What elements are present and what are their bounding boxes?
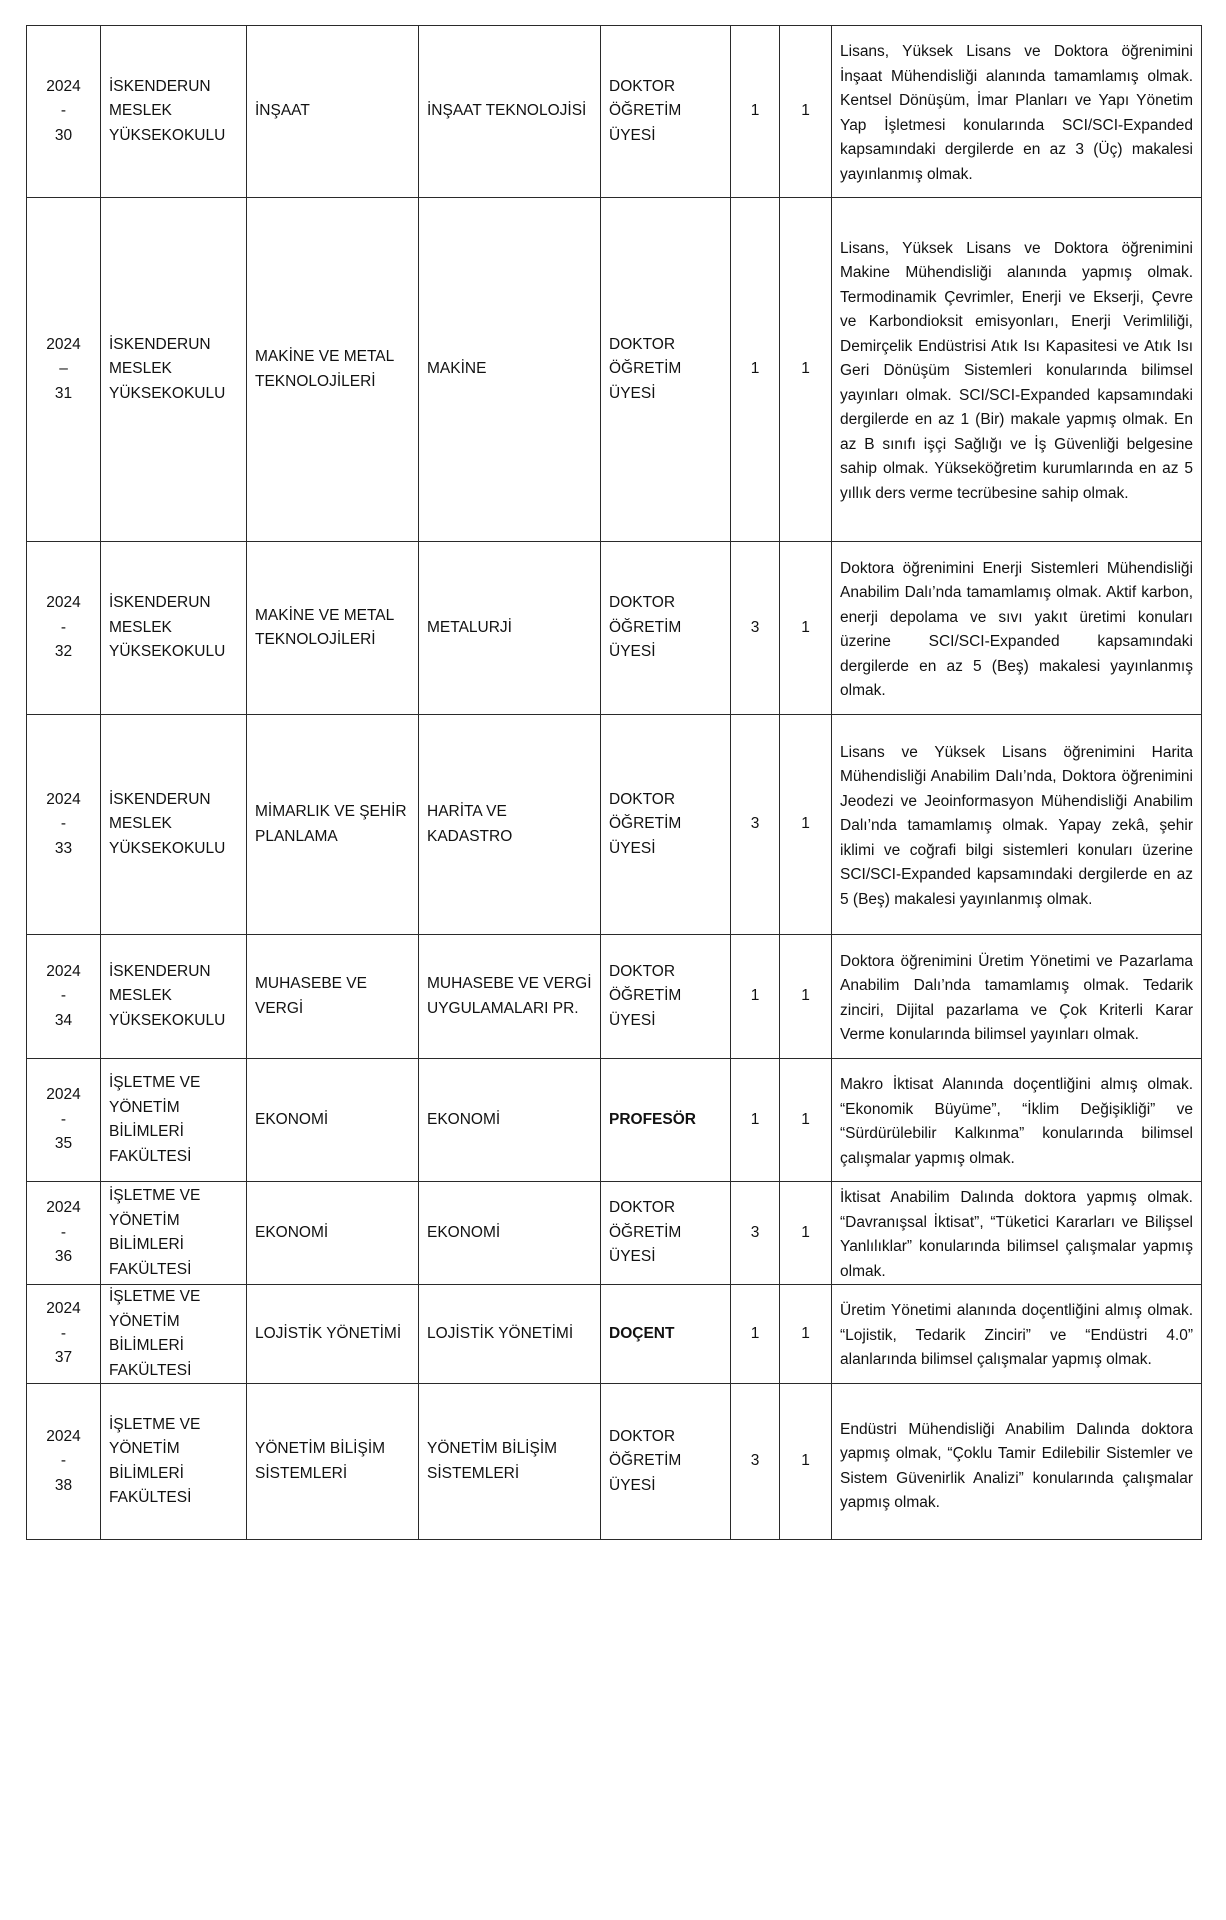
department-cell: YÖNETİM BİLİŞİM SİSTEMLERİ	[247, 1384, 419, 1540]
staff-degree-cell: 3	[731, 542, 780, 715]
department-cell: MAKİNE VE METAL TEKNOLOJİLERİ	[247, 198, 419, 542]
table-row	[27, 715, 1202, 935]
program-cell: YÖNETİM BİLİŞİM SİSTEMLERİ	[419, 1384, 601, 1540]
program-cell: EKONOMİ	[419, 1182, 601, 1285]
table-row	[27, 1285, 1202, 1384]
position-code-cell	[27, 1059, 101, 1182]
unit-cell: İŞLETME VE YÖNETİM BİLİMLERİ FAKÜLTESİ	[101, 1182, 247, 1285]
code-separator: -	[60, 1324, 67, 1342]
code-number: 31	[54, 384, 73, 402]
title-cell: DOKTOR ÖĞRETİM ÜYESİ	[601, 1384, 731, 1540]
department-cell: İNŞAAT	[247, 26, 419, 198]
requirements-cell: Endüstri Mühendisliği Anabilim Dalında doktora yapmış olmak, “Çoklu Tamir Edilebilir Sistemler ve Sistem Güvenirlik Analizi” konularında çalışmalar yapmış olmak.	[832, 1384, 1202, 1540]
code-number: 34	[54, 1011, 73, 1029]
code-separator: -	[60, 1110, 67, 1128]
table-row	[27, 1384, 1202, 1540]
code-separator: -	[60, 1452, 67, 1470]
table-row	[27, 1182, 1202, 1285]
title-cell: DOKTOR ÖĞRETİM ÜYESİ	[601, 542, 731, 715]
department-cell: LOJİSTİK YÖNETİMİ	[247, 1285, 419, 1384]
position-code-cell	[27, 715, 101, 935]
code-year: 2024	[46, 335, 81, 353]
unit-cell: İSKENDERUN MESLEK YÜKSEKOKULU	[101, 198, 247, 542]
department-cell: EKONOMİ	[247, 1059, 419, 1182]
table-row	[27, 26, 1202, 198]
position-code-cell	[27, 542, 101, 715]
code-separator: -	[60, 1223, 67, 1241]
code-year: 2024	[46, 1427, 81, 1445]
staff-degree-cell: 3	[731, 1384, 780, 1540]
department-cell: MİMARLIK VE ŞEHİR PLANLAMA	[247, 715, 419, 935]
code-year: 2024	[46, 77, 81, 95]
code-year: 2024	[46, 1199, 81, 1217]
code-year: 2024	[46, 594, 81, 612]
unit-cell: İSKENDERUN MESLEK YÜKSEKOKULU	[101, 935, 247, 1059]
program-cell: METALURJİ	[419, 542, 601, 715]
staff-degree-cell: 3	[731, 1182, 780, 1285]
staff-degree-cell: 1	[731, 26, 780, 198]
code-year: 2024	[46, 962, 81, 980]
title-cell: DOÇENT	[601, 1285, 731, 1384]
position-code-cell	[27, 1285, 101, 1384]
title-cell: DOKTOR ÖĞRETİM ÜYESİ	[601, 198, 731, 542]
program-cell: HARİTA VE KADASTRO	[419, 715, 601, 935]
code-separator: -	[60, 987, 67, 1005]
unit-cell: İŞLETME VE YÖNETİM BİLİMLERİ FAKÜLTESİ	[101, 1059, 247, 1182]
count-cell: 1	[780, 935, 832, 1059]
program-cell: İNŞAAT TEKNOLOJİSİ	[419, 26, 601, 198]
title-cell: DOKTOR ÖĞRETİM ÜYESİ	[601, 715, 731, 935]
requirements-cell: Makro İktisat Alanında doçentliğini almış olmak. “Ekonomik Büyüme”, “İklim Değişikliği” ve “Sürdürülebilir Kalkınma” konularında bilimsel çalışmalar yapmış olmak.	[832, 1059, 1202, 1182]
title-cell: DOKTOR ÖĞRETİM ÜYESİ	[601, 26, 731, 198]
staff-degree-cell: 3	[731, 715, 780, 935]
title-cell: PROFESÖR	[601, 1059, 731, 1182]
position-code-cell	[27, 26, 101, 198]
code-number: 33	[54, 839, 73, 857]
count-cell: 1	[780, 715, 832, 935]
count-cell: 1	[780, 26, 832, 198]
table-body	[27, 26, 1202, 1540]
position-code-cell	[27, 935, 101, 1059]
requirements-cell: Üretim Yönetimi alanında doçentliğini almış olmak. “Lojistik, Tedarik Zinciri” ve “Endüstri 4.0” alanlarında bilimsel çalışmalar yapmış olmak.	[832, 1285, 1202, 1384]
requirements-cell: Lisans ve Yüksek Lisans öğrenimini Harita Mühendisliği Anabilim Dalı’nda, Doktora öğrenimini Jeodezi ve Jeoinformasyon Mühendisliği Anabilim Dalı’nda tamamlamış olmak. Yapay zekâ, şehir iklimi ve coğrafi bilgi sistemleri konuları üzerine SCI/SCI-Expanded kapsamındaki dergilerde en az 5 (Beş) makalesi yayınlanmış olmak.	[832, 715, 1202, 935]
code-year: 2024	[46, 1086, 81, 1104]
program-cell: LOJİSTİK YÖNETİMİ	[419, 1285, 601, 1384]
requirements-cell: Doktora öğrenimini Enerji Sistemleri Mühendisliği Anabilim Dalı’nda tamamlamış olmak. Aktif karbon, enerji depolama ve sıvı yakıt üretimi konuları üzerine SCI/SCI-Expanded kapsamındaki dergilerde en az 5 (Beş) makalesi yayınlanmış olmak.	[832, 542, 1202, 715]
program-cell: EKONOMİ	[419, 1059, 601, 1182]
table-row	[27, 1059, 1202, 1182]
unit-cell: İŞLETME VE YÖNETİM BİLİMLERİ FAKÜLTESİ	[101, 1285, 247, 1384]
count-cell: 1	[780, 542, 832, 715]
code-separator: –	[59, 360, 68, 378]
position-code-cell	[27, 1182, 101, 1285]
code-separator: -	[60, 815, 67, 833]
program-cell: MUHASEBE VE VERGİ UYGULAMALARI PR.	[419, 935, 601, 1059]
code-number: 37	[54, 1349, 73, 1367]
count-cell: 1	[780, 1182, 832, 1285]
table-row	[27, 542, 1202, 715]
staff-degree-cell: 1	[731, 935, 780, 1059]
code-number: 30	[54, 126, 73, 144]
title-cell: DOKTOR ÖĞRETİM ÜYESİ	[601, 1182, 731, 1285]
table-row	[27, 198, 1202, 542]
unit-cell: İSKENDERUN MESLEK YÜKSEKOKULU	[101, 542, 247, 715]
unit-cell: İŞLETME VE YÖNETİM BİLİMLERİ FAKÜLTESİ	[101, 1384, 247, 1540]
program-cell: MAKİNE	[419, 198, 601, 542]
table-row	[27, 935, 1202, 1059]
unit-cell: İSKENDERUN MESLEK YÜKSEKOKULU	[101, 26, 247, 198]
code-number: 36	[54, 1248, 73, 1266]
code-number: 38	[54, 1476, 73, 1494]
staff-degree-cell: 1	[731, 1059, 780, 1182]
position-code-cell	[27, 1384, 101, 1540]
count-cell: 1	[780, 1384, 832, 1540]
code-number: 35	[54, 1135, 73, 1153]
count-cell: 1	[780, 1285, 832, 1384]
requirements-cell: Lisans, Yüksek Lisans ve Doktora öğrenimini İnşaat Mühendisliği alanında tamamlamış olmak. Kentsel Dönüşüm, İmar Planları ve Yapı Yönetim Yap İşletmesi konularında SCI/SCI-Expanded kapsamındaki dergilerde en az 3 (Üç) makalesi yayınlanmış olmak.	[832, 26, 1202, 198]
position-code-cell	[27, 198, 101, 542]
requirements-cell: Lisans, Yüksek Lisans ve Doktora öğrenimini Makine Mühendisliği alanında yapmış olmak. Termodinamik Çevrimler, Enerji ve Ekserji, Çevre ve Karbondioksit emisyonları, Enerji Verimliliği, Demirçelik Endüstrisi Atık Isı Kapasitesi ve Atık Isı Geri Dönüşüm Sistemleri konularında bilimsel yayınları olmak. SCI/SCI-Expanded kapsamındaki dergilerde en az 1 (Bir) makale yapmış olmak. En az B sınıfı işçi Sağlığı ve İş Güvenliği belgesine sahip olmak. Yükseköğretim kurumlarında en az 5 yıllık ders verme tecrübesine sahip olmak.	[832, 198, 1202, 542]
code-separator: -	[60, 102, 67, 120]
unit-cell: İSKENDERUN MESLEK YÜKSEKOKULU	[101, 715, 247, 935]
count-cell: 1	[780, 1059, 832, 1182]
staff-degree-cell: 1	[731, 1285, 780, 1384]
department-cell: MAKİNE VE METAL TEKNOLOJİLERİ	[247, 542, 419, 715]
count-cell: 1	[780, 198, 832, 542]
title-cell: DOKTOR ÖĞRETİM ÜYESİ	[601, 935, 731, 1059]
staff-degree-cell: 1	[731, 198, 780, 542]
positions-table	[26, 25, 1202, 1540]
requirements-cell: Doktora öğrenimini Üretim Yönetimi ve Pazarlama Anabilim Dalı’nda tamamlamış olmak. Tedarik zinciri, Dijital pazarlama ve Çok Kriterli Karar Verme konularında bilimsel yayınları olmak.	[832, 935, 1202, 1059]
code-year: 2024	[46, 1300, 81, 1318]
code-year: 2024	[46, 790, 81, 808]
code-number: 32	[54, 643, 73, 661]
requirements-cell: İktisat Anabilim Dalında doktora yapmış olmak. “Davranışsal İktisat”, “Tüketici Kararları ve Bilişsel Yanlılıklar” konularında bilimsel çalışmalar yapmış olmak.	[832, 1182, 1202, 1285]
code-separator: -	[60, 618, 67, 636]
department-cell: EKONOMİ	[247, 1182, 419, 1285]
department-cell: MUHASEBE VE VERGİ	[247, 935, 419, 1059]
